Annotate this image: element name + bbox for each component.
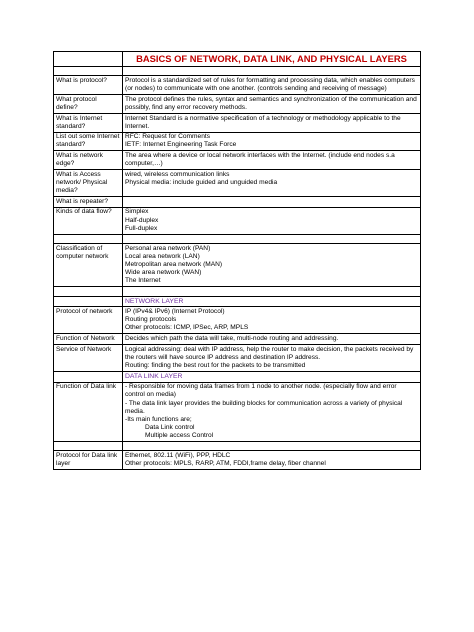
answer-line: Metropolitan area network (MAN) bbox=[125, 261, 223, 269]
document-title: BASICS OF NETWORK, DATA LINK, AND PHYSICAL LAYERS bbox=[123, 52, 421, 67]
answer-line: Logical addressing: deal with IP address, help the router to make decision, the packets received by the routers will have source IP address and destination IP address. bbox=[125, 345, 414, 361]
answer-line: Local area network (LAN) bbox=[125, 253, 200, 261]
question-cell: Service of Network bbox=[54, 345, 123, 372]
answer-cell: The area where a device or local network interfaces with the Internet. (include end nodes s.a computer,…) bbox=[123, 151, 421, 170]
question-cell: List out some Internet standard? bbox=[54, 132, 123, 151]
table-row bbox=[54, 307, 421, 334]
answer-cell: Internet Standard is a normative specification of a technology or methodology applicable to the Internet. bbox=[123, 113, 421, 132]
question-cell: What is Access network/ Physical media? bbox=[54, 170, 123, 197]
answer-line: The Internet bbox=[125, 277, 161, 285]
question-cell: Kinds of data flow? bbox=[54, 207, 123, 234]
section-heading-data-link-layer: DATA LINK LAYER bbox=[123, 371, 421, 382]
answer-line: -Its main functions are; bbox=[125, 415, 192, 423]
table-row bbox=[54, 151, 421, 170]
question-cell: Protocol of network bbox=[54, 307, 123, 334]
table-row bbox=[54, 132, 421, 151]
answer-cell bbox=[123, 132, 421, 151]
answer-cell bbox=[123, 170, 421, 197]
answer-line: Personal area network (PAN) bbox=[125, 244, 211, 252]
answer-cell: The protocol defines the rules, syntax and semantics and synchronization of the communication and possibly, find any error recovery methods. bbox=[123, 94, 421, 113]
question-cell: What is repeater? bbox=[54, 196, 123, 207]
answer-cell bbox=[123, 307, 421, 334]
question-cell: What is protocol? bbox=[54, 76, 123, 95]
table-row bbox=[54, 170, 421, 197]
table-row bbox=[54, 196, 421, 207]
table-row bbox=[54, 334, 421, 345]
answer-line: IP (IPv4& IPv6) (Internet Protocol) bbox=[125, 308, 225, 316]
answer-cell bbox=[123, 451, 421, 470]
question-cell: What is network edge? bbox=[54, 151, 123, 170]
table-row bbox=[54, 94, 421, 113]
answer-line: Full-duplex bbox=[125, 224, 158, 232]
answer-line: Routing protocols bbox=[125, 316, 177, 324]
answer-line: Multiple access Control bbox=[145, 431, 214, 439]
section-heading-network-layer: NETWORK LAYER bbox=[123, 296, 421, 307]
question-cell: Function of Network bbox=[54, 334, 123, 345]
answer-line: Half-duplex bbox=[125, 216, 159, 224]
table-row bbox=[54, 345, 421, 372]
table-row bbox=[54, 113, 421, 132]
table-row bbox=[54, 207, 421, 234]
title-row bbox=[54, 52, 421, 67]
answer-line: Other protocols: MPLS, RARP, ATM, FDDI,frame delay, fiber channel bbox=[125, 460, 326, 468]
notes-table bbox=[53, 51, 421, 470]
spacer-row bbox=[54, 66, 421, 76]
answer-cell: Decides which path the data will take, multi-node routing and addressing. bbox=[123, 334, 421, 345]
question-cell: Classification of computer network bbox=[54, 244, 123, 287]
answer-line: Data Link control bbox=[145, 423, 195, 431]
answer-line: Simplex bbox=[125, 208, 149, 216]
answer-cell bbox=[123, 196, 421, 207]
answer-line: - Responsible for moving data frames from 1 node to another node. (especially flow and error control on media) bbox=[125, 383, 397, 399]
question-cell: What protocol define? bbox=[54, 94, 123, 113]
section-row bbox=[54, 296, 421, 307]
table-row bbox=[54, 76, 421, 95]
section-left-cell bbox=[54, 296, 123, 307]
question-cell: Protocol for Data link layer bbox=[54, 451, 123, 470]
answer-line: Ethernet, 802.11 (WiFi), PPP, HDLC bbox=[125, 452, 231, 460]
table-row bbox=[54, 244, 421, 287]
question-cell: Function of Data link bbox=[54, 382, 123, 441]
table-row bbox=[54, 451, 421, 470]
answer-line: wired, wireless communication links bbox=[125, 170, 230, 178]
section-left-cell bbox=[54, 371, 123, 382]
answer-line: Routing: finding the best rout for the packets to be transmitted bbox=[125, 362, 306, 370]
section-row bbox=[54, 371, 421, 382]
answer-line: RFC: Request for Comments bbox=[125, 133, 211, 141]
question-cell: What is Internet standard? bbox=[54, 113, 123, 132]
answer-line: IETF: Internet Engineering Task Force bbox=[125, 141, 237, 149]
answer-line: Wide area network (WAN) bbox=[125, 269, 202, 277]
spacer-row bbox=[54, 441, 421, 451]
answer-cell bbox=[123, 244, 421, 287]
spacer-row bbox=[54, 287, 421, 297]
answer-cell bbox=[123, 207, 421, 234]
answer-cell: Protocol is a standardized set of rules for formatting and processing data, which enables computers (or nodes) to communicate with one another. (controls sending and receiving of message) bbox=[123, 76, 421, 95]
spacer-row bbox=[54, 234, 421, 244]
answer-line: Other protocols: ICMP, IPSec, ARP, MPLS bbox=[125, 324, 249, 332]
answer-line: Physical media: include guided and unguided media bbox=[125, 178, 278, 186]
answer-cell bbox=[123, 345, 421, 372]
table-row bbox=[54, 382, 421, 441]
answer-cell bbox=[123, 382, 421, 441]
answer-line: - The data link layer provides the building blocks for communication across a variety of physical media. bbox=[125, 399, 403, 415]
title-left-cell bbox=[54, 52, 123, 67]
